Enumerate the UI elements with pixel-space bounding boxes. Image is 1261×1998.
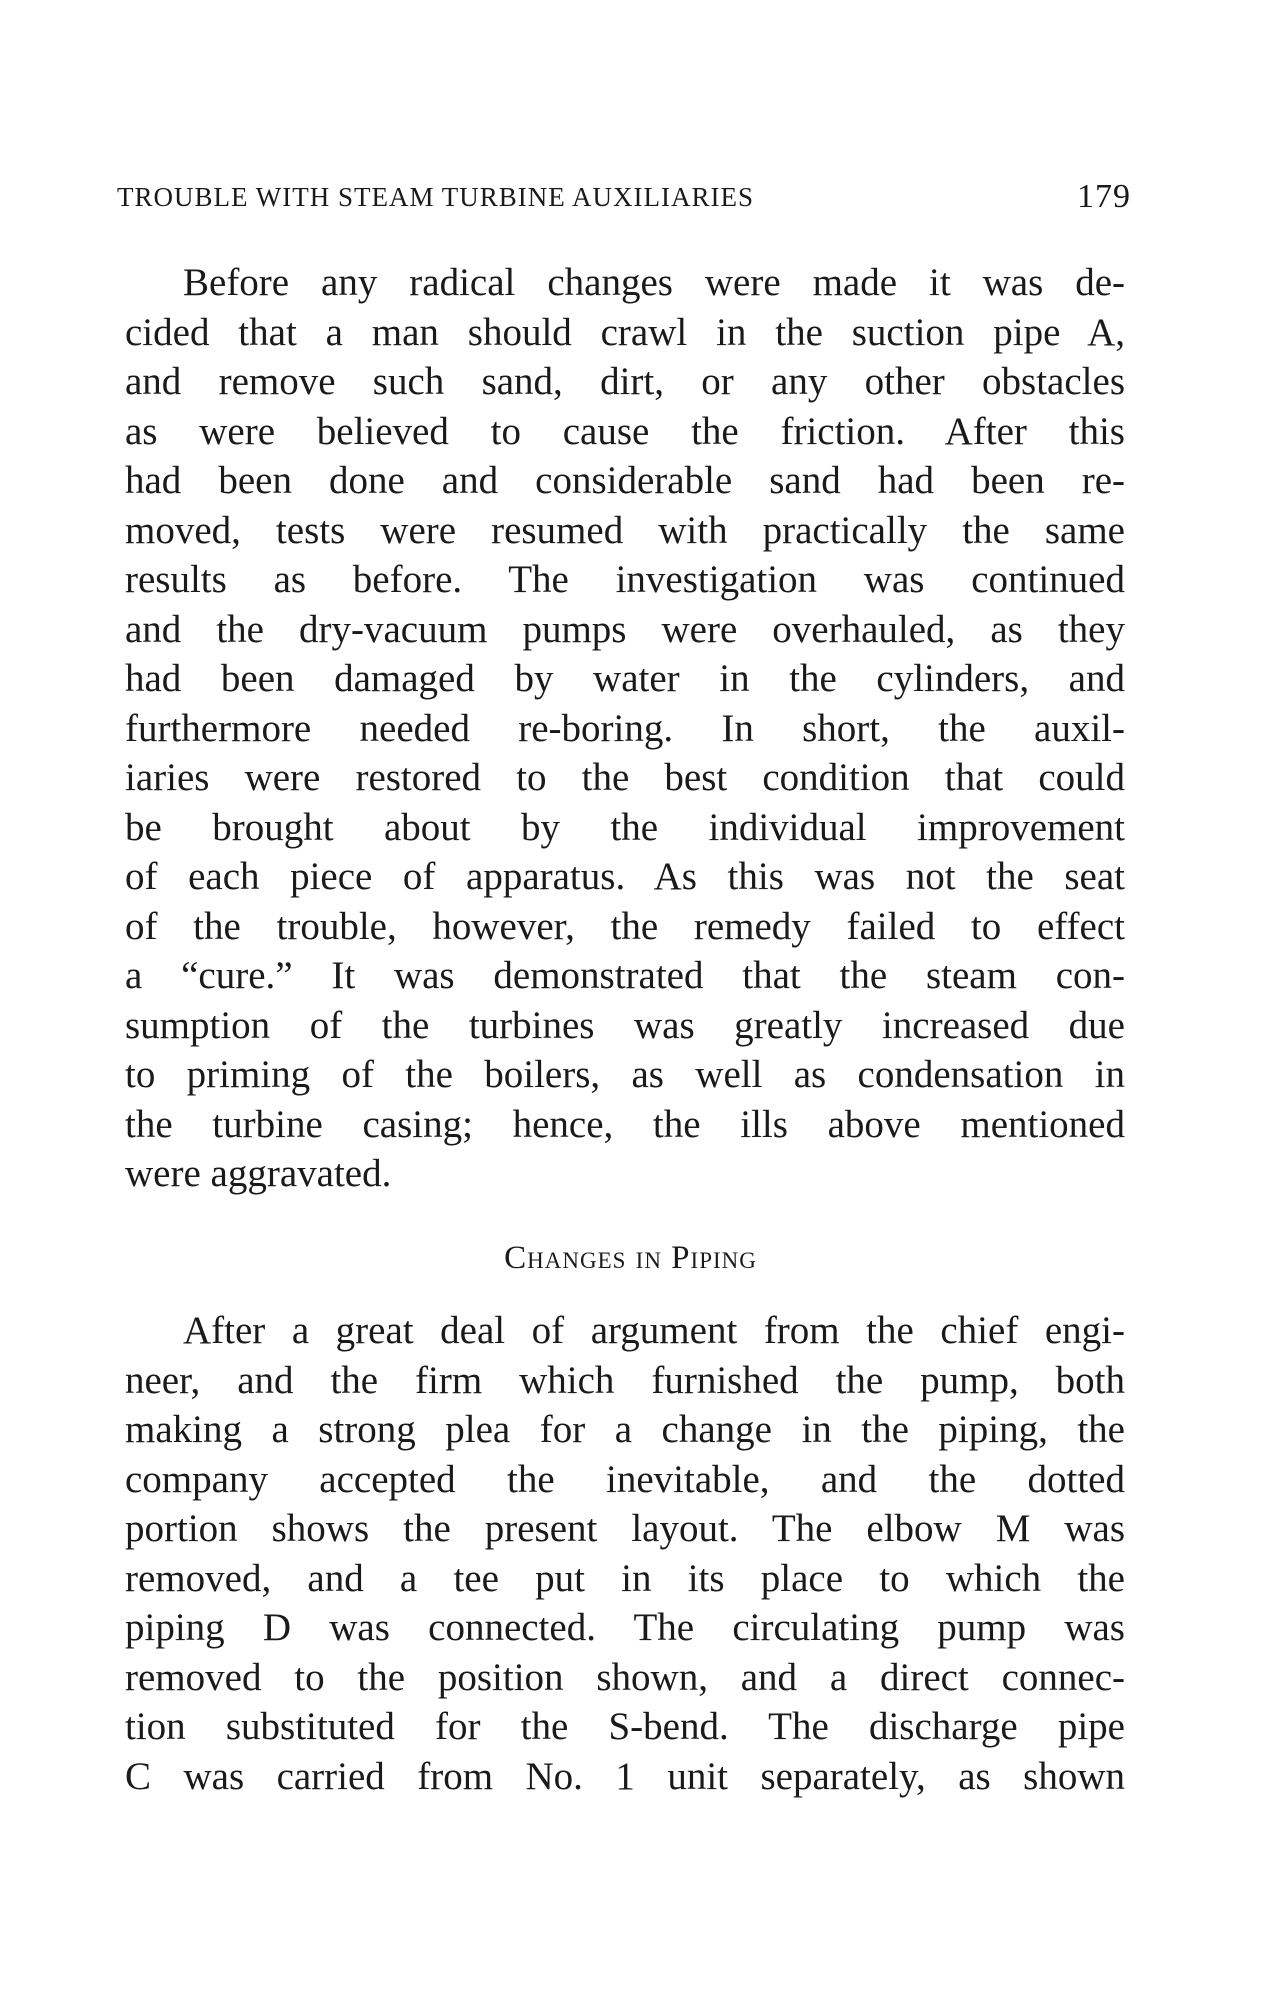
text-line: piping D was connected. The circulating pump was [125,1606,1125,1649]
text-line: of each piece of apparatus. As this was not the seat [125,855,1125,898]
text-line: company accepted the inevitable, and the dotted [125,1457,1125,1501]
text-line: Before any radical changes were made it was de- [183,261,1125,304]
text-line: C was carried from No. 1 unit separately, as shown [125,1754,1125,1798]
text-line: were aggravated. [125,1152,392,1195]
section-heading: Changes in Piping [504,1240,757,1276]
text-line: and remove such sand, dirt, or any other obstacles [125,360,1125,403]
text-line: had been done and considerable sand had been re- [125,459,1125,502]
text-line: making a strong plea for a change in the piping, the [125,1408,1125,1451]
text-line: to priming of the boilers, as well as condensation in [125,1053,1125,1096]
text-line: tion substituted for the S-bend. The discharge pipe [125,1705,1125,1748]
text-line: the turbine casing; hence, the ills above mentioned [125,1102,1125,1146]
text-line: removed, and a tee put in its place to which the [125,1556,1125,1600]
text-line: furthermore needed re-boring. In short, the auxil- [125,706,1125,750]
paragraph-1 [125,258,1125,1199]
text-line: sumption of the turbines was greatly increased due [125,1003,1125,1047]
text-line: of the trouble, however, the remedy failed to effect [125,904,1125,948]
text-line: neer, and the firm which furnished the pump, both [125,1358,1125,1402]
text-line: had been damaged by water in the cylinders, and [125,657,1125,700]
text-line: a “cure.” It was demonstrated that the steam con- [125,954,1125,997]
text-line: results as before. The investigation was continued [125,558,1125,601]
text-line: and the dry-vacuum pumps were overhauled, as they [125,607,1125,651]
running-title: TROUBLE WITH STEAM TURBINE AUXILIARIES [117,182,754,212]
text-line: moved, tests were resumed with practically the same [125,508,1125,552]
page-number: 179 [1077,178,1131,215]
paragraph-2 [125,1306,1125,1801]
running-head [117,178,1131,218]
text-line: cided that a man should crawl in the suction pipe A, [125,310,1125,354]
text-line: After a great deal of argument from the chief engi- [183,1309,1125,1352]
text-line: as were believed to cause the friction. After this [125,409,1125,453]
text-line: be brought about by the individual improvement [125,805,1125,849]
text-line: removed to the position shown, and a direct connec- [125,1655,1125,1699]
text-line: portion shows the present layout. The elbow M was [125,1507,1125,1550]
text-line: iaries were restored to the best condition that could [125,756,1125,799]
